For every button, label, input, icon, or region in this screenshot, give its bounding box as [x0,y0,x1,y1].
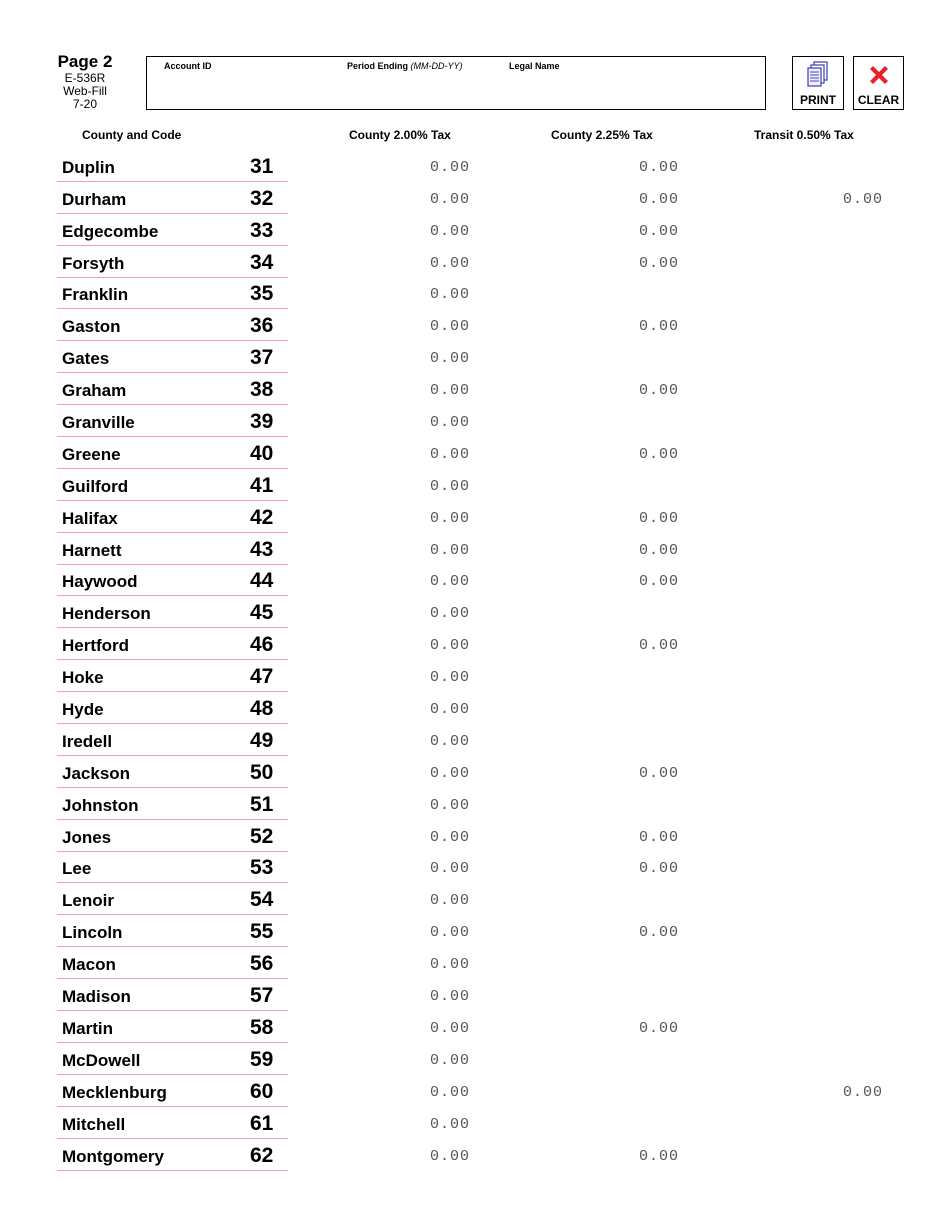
form-id: E-536R [64,71,106,85]
county-name: Hyde [62,700,104,720]
form-identifier [50,52,120,111]
county-code: 38 [250,378,274,402]
table-row [0,724,950,756]
table-row [0,565,950,597]
county-name: Hertford [62,636,130,656]
county-name: Hoke [62,668,104,688]
table-row [0,182,950,214]
county-code: 40 [250,441,274,465]
table-row [0,979,950,1011]
county-225-tax-field[interactable]: 0.00 [638,445,679,463]
table-row [0,533,950,565]
county-code: 51 [250,792,274,816]
account-id-label: Account ID [164,61,212,71]
county-cell [57,660,288,692]
county-200-tax-field[interactable]: 0.00 [429,828,470,846]
table-row [0,437,950,469]
table-row [0,820,950,852]
county-cell [57,1075,288,1107]
tax-200-header: County 2.00% Tax [349,128,451,142]
tax-225-header: County 2.25% Tax [551,128,653,142]
table-row [0,1107,950,1139]
county-name: Duplin [62,157,115,177]
county-name: Johnston [62,795,139,815]
table-row [0,278,950,310]
county-225-tax-field[interactable]: 0.00 [638,1019,679,1037]
county-cell [57,405,288,437]
page-title: Page 2 [57,52,113,71]
county-200-tax-field[interactable]: 0.00 [429,1051,470,1069]
county-200-tax-field[interactable]: 0.00 [429,956,470,974]
county-name: Guilford [62,476,129,496]
county-code: 46 [250,633,274,657]
county-200-tax-field[interactable]: 0.00 [429,1115,470,1133]
county-225-tax-field[interactable]: 0.00 [638,382,679,400]
county-name: Montgomery [62,1146,164,1166]
county-cell [57,596,288,628]
county-cell [57,246,288,278]
county-225-tax-field[interactable]: 0.00 [638,764,679,782]
county-225-tax-field[interactable]: 0.00 [638,828,679,846]
county-code: 49 [250,728,274,752]
county-200-tax-field[interactable]: 0.00 [429,701,470,719]
county-200-tax-field[interactable]: 0.00 [429,764,470,782]
period-ending-format: (MM-DD-YY) [410,61,463,71]
county-cell [57,437,288,469]
county-200-tax-field[interactable]: 0.00 [429,796,470,814]
county-200-tax-field[interactable]: 0.00 [429,158,470,176]
table-row [0,947,950,979]
table-row [0,1043,950,1075]
county-200-tax-field[interactable]: 0.00 [429,254,470,272]
county-cell [57,565,288,597]
county-cell [57,1043,288,1075]
county-200-tax-field[interactable]: 0.00 [429,541,470,559]
county-cell [57,724,288,756]
county-name: McDowell [62,1050,141,1070]
red-x-icon [854,61,903,89]
county-name: Haywood [62,572,138,592]
county-cell [57,852,288,884]
county-code: 55 [250,920,274,944]
county-cell [57,501,288,533]
legal-name-field[interactable] [507,75,761,107]
clear-button-label: CLEAR [857,93,900,107]
county-name: Franklin [62,285,129,305]
table-row [0,1011,950,1043]
period-ending-field[interactable] [345,75,509,107]
county-225-tax-field[interactable]: 0.00 [638,318,679,336]
table-row [0,788,950,820]
table-row [0,405,950,437]
county-code: 36 [250,314,274,338]
county-code: 42 [250,505,274,529]
form-date: 7-20 [72,97,98,111]
clear-button[interactable] [853,56,904,110]
county-name: Forsyth [62,253,125,273]
period-ending-label [347,61,463,71]
county-name: Mitchell [62,1114,126,1134]
county-name: Lee [62,859,92,879]
county-cell [57,883,288,915]
county-code: 50 [250,760,274,784]
county-code: 48 [250,697,274,721]
table-row [0,1075,950,1107]
county-cell [57,947,288,979]
county-cell [57,182,288,214]
county-code: 52 [250,824,274,848]
table-row [0,852,950,884]
county-name: Madison [62,987,131,1007]
county-200-tax-field[interactable]: 0.00 [429,860,470,878]
county-cell [57,979,288,1011]
county-200-tax-field[interactable]: 0.00 [429,1147,470,1165]
county-code: 56 [250,952,274,976]
county-200-tax-field[interactable]: 0.00 [429,445,470,463]
table-row [0,1139,950,1171]
county-225-tax-field[interactable]: 0.00 [638,158,679,176]
county-cell [57,788,288,820]
county-code: 45 [250,601,274,625]
county-cell [57,150,288,182]
table-row [0,660,950,692]
county-225-tax-field[interactable]: 0.00 [638,1147,679,1165]
transit-050-header: Transit 0.50% Tax [754,128,854,142]
county-code: 59 [250,1047,274,1071]
print-button-label: PRINT [800,93,836,107]
county-200-tax-field[interactable]: 0.00 [429,1083,470,1101]
print-documents-icon [793,61,843,89]
account-info-box [146,56,766,110]
transit-050-tax-field[interactable]: 0.00 [842,190,883,208]
county-name: Iredell [62,731,113,751]
county-cell [57,820,288,852]
county-200-tax-field[interactable]: 0.00 [429,732,470,750]
county-code: 62 [250,1143,274,1167]
county-225-tax-field[interactable]: 0.00 [638,190,679,208]
table-row [0,628,950,660]
county-200-tax-field[interactable]: 0.00 [429,286,470,304]
county-cell [57,341,288,373]
county-name: Lincoln [62,923,123,943]
county-cell [57,533,288,565]
account-id-field[interactable] [161,75,345,107]
county-name: Jones [62,827,112,847]
county-code: 53 [250,856,274,880]
county-name: Macon [62,955,116,975]
table-row [0,692,950,724]
county-code-header: County and Code [82,128,182,142]
county-name: Edgecombe [62,221,159,241]
county-225-tax-field[interactable]: 0.00 [638,924,679,942]
county-cell [57,692,288,724]
county-225-tax-field[interactable]: 0.00 [638,573,679,591]
county-code: 57 [250,984,274,1008]
table-row [0,373,950,405]
county-name: Lenoir [62,891,114,911]
county-code: 61 [250,1111,274,1135]
county-200-tax-field[interactable]: 0.00 [429,509,470,527]
print-button[interactable] [792,56,844,110]
county-200-tax-field[interactable]: 0.00 [429,190,470,208]
form-type: Web-Fill [63,84,107,98]
county-code: 43 [250,537,274,561]
county-name: Greene [62,444,121,464]
legal-name-label: Legal Name [509,61,560,71]
county-code: 35 [250,282,274,306]
table-row [0,214,950,246]
table-row [0,501,950,533]
table-row [0,246,950,278]
county-name: Gates [62,349,110,369]
county-name: Graham [62,381,127,401]
county-200-tax-field[interactable]: 0.00 [429,1019,470,1037]
county-name: Halifax [62,508,118,528]
county-200-tax-field[interactable]: 0.00 [429,350,470,368]
county-code: 34 [250,250,274,274]
county-name: Harnett [62,540,122,560]
county-cell [57,1011,288,1043]
county-code: 44 [250,569,274,593]
table-row [0,469,950,501]
county-200-tax-field[interactable]: 0.00 [429,382,470,400]
county-225-tax-field[interactable]: 0.00 [638,222,679,240]
county-name: Martin [62,1018,113,1038]
county-code: 60 [250,1079,274,1103]
county-cell [57,278,288,310]
county-200-tax-field[interactable]: 0.00 [429,573,470,591]
county-name: Jackson [62,763,131,783]
county-code: 41 [250,473,274,497]
table-row [0,883,950,915]
county-225-tax-field[interactable]: 0.00 [638,860,679,878]
county-code: 37 [250,346,274,370]
county-cell [57,214,288,246]
county-cell [57,915,288,947]
table-row [0,596,950,628]
county-cell [57,469,288,501]
county-200-tax-field[interactable]: 0.00 [429,924,470,942]
county-200-tax-field[interactable]: 0.00 [429,988,470,1006]
table-row [0,756,950,788]
county-name: Mecklenburg [62,1082,167,1102]
county-cell [57,756,288,788]
county-200-tax-field[interactable]: 0.00 [429,637,470,655]
county-code: 32 [250,186,274,210]
table-row [0,341,950,373]
county-name: Durham [62,189,127,209]
county-code: 47 [250,665,274,689]
county-code: 58 [250,1015,274,1039]
county-tax-table [0,150,950,1171]
county-225-tax-field[interactable]: 0.00 [638,509,679,527]
county-cell [57,373,288,405]
table-row [0,915,950,947]
county-225-tax-field[interactable]: 0.00 [638,637,679,655]
county-code: 31 [250,154,274,178]
county-200-tax-field[interactable]: 0.00 [429,669,470,687]
table-row [0,150,950,182]
county-cell [57,1139,288,1171]
period-ending-label-text: Period Ending [347,61,409,71]
transit-050-tax-field[interactable]: 0.00 [842,1083,883,1101]
county-cell [57,1107,288,1139]
county-200-tax-field[interactable]: 0.00 [429,605,470,623]
county-name: Gaston [62,317,121,337]
county-code: 33 [250,218,274,242]
county-cell [57,309,288,341]
county-name: Henderson [62,604,151,624]
county-225-tax-field[interactable]: 0.00 [638,541,679,559]
county-200-tax-field[interactable]: 0.00 [429,414,470,432]
county-cell [57,628,288,660]
county-code: 39 [250,410,274,434]
county-code: 54 [250,888,274,912]
county-200-tax-field[interactable]: 0.00 [429,892,470,910]
county-200-tax-field[interactable]: 0.00 [429,222,470,240]
table-row [0,309,950,341]
county-225-tax-field[interactable]: 0.00 [638,254,679,272]
county-200-tax-field[interactable]: 0.00 [429,477,470,495]
county-name: Granville [62,413,135,433]
county-200-tax-field[interactable]: 0.00 [429,318,470,336]
